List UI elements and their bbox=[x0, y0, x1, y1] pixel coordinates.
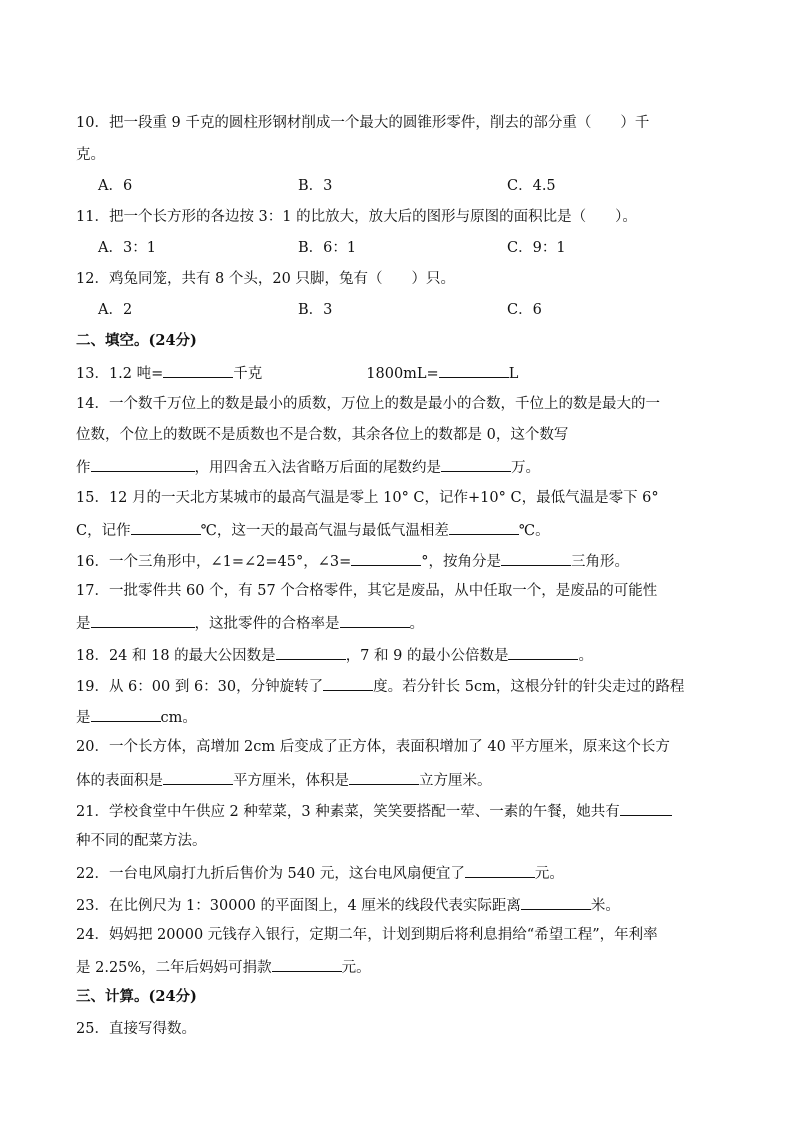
q13-answer-blank-2[interactable] bbox=[439, 363, 509, 378]
q18-text-3: 。 bbox=[578, 648, 593, 664]
q20-answer-blank-1[interactable] bbox=[163, 770, 233, 785]
q11-stem: 11．把一个长方形的各边按 3：1 的比放大，放大后的图形与原图的面积比是（ ）。 bbox=[76, 209, 637, 225]
q16-text-2: °，按角分是 bbox=[421, 554, 501, 570]
q10-stem-line1: 10．把一段重 9 千克的圆柱形钢材削成一个最大的圆锥形零件，削去的部分重（ ）千 bbox=[76, 115, 650, 131]
q14-answer-blank-2[interactable] bbox=[441, 457, 511, 472]
q21-line2: 种不同的配菜方法。 bbox=[76, 833, 207, 849]
q11-option-b[interactable]: B．6：1 bbox=[298, 240, 357, 256]
q15-text-1: C，记作 bbox=[76, 523, 131, 539]
q17-text-1: 是 bbox=[76, 616, 91, 632]
q16-line bbox=[76, 551, 629, 571]
q16-text-3: 三角形。 bbox=[570, 554, 629, 570]
q19-text-1: 19．从 6：00 到 6：30，分钟旋转了 bbox=[76, 679, 324, 695]
q20-line1: 20．一个长方体，高增加 2cm 后变成了正方体，表面积增加了 40 平方厘米，原来这个长方 bbox=[76, 739, 670, 755]
q10-stem-line2: 克。 bbox=[76, 147, 105, 163]
q17-answer-blank-1[interactable] bbox=[91, 613, 195, 628]
q15-answer-blank-1[interactable] bbox=[131, 520, 201, 535]
q19-text-2: 度。若分针长 5cm，这根分针的针尖走过的路程 bbox=[373, 679, 685, 695]
q17-text-3: 。 bbox=[409, 616, 424, 632]
q16-text-1: 16．一个三角形中，∠1=∠2=45°，∠3= bbox=[76, 554, 352, 570]
q17-line2 bbox=[76, 613, 424, 633]
q24-line1: 24．妈妈把 20000 元钱存入银行，定期二年，计划到期后将利息捐给“希望工程”，年利率 bbox=[76, 927, 658, 943]
q18-line bbox=[76, 645, 593, 665]
q21-text-1: 21．学校食堂中午供应 2 种荤菜，3 种素菜，笑笑要搭配一荤、一素的午餐，她共有 bbox=[76, 804, 620, 820]
q18-text-2: ，7 和 9 的最小公倍数是 bbox=[345, 648, 509, 664]
q14-text-3: 万。 bbox=[511, 460, 540, 476]
q19-line1 bbox=[76, 676, 684, 696]
q24-line2 bbox=[76, 957, 371, 977]
q18-answer-blank-1[interactable] bbox=[276, 645, 346, 660]
q23-text-1: 23．在比例尺为 1：30000 的平面图上，4 厘米的线段代表实际距离 bbox=[76, 898, 521, 914]
q24-text-2: 元。 bbox=[341, 960, 371, 976]
q25-stem: 25．直接写得数。 bbox=[76, 1021, 196, 1037]
q12-option-c[interactable]: C．6 bbox=[507, 302, 542, 318]
q10-option-c[interactable]: C．4.5 bbox=[507, 178, 556, 194]
q23-line bbox=[76, 895, 620, 915]
q20-text-3: 立方厘米。 bbox=[419, 773, 492, 789]
q19-text-4: cm。 bbox=[160, 710, 197, 726]
section-2-heading: 二、填空。(24分) bbox=[76, 332, 197, 349]
q23-answer-blank[interactable] bbox=[521, 895, 591, 910]
q18-answer-blank-2[interactable] bbox=[508, 645, 578, 660]
q14-text-1: 作 bbox=[76, 460, 91, 476]
section-3-heading: 三、计算。(24分) bbox=[76, 988, 197, 1005]
q23-text-2: 米。 bbox=[590, 898, 620, 914]
q14-text-2: ，用四舍五入法省略万后面的尾数约是 bbox=[194, 460, 441, 476]
q21-line1 bbox=[76, 801, 672, 821]
q13-line bbox=[76, 363, 518, 383]
q17-text-2: ，这批零件的合格率是 bbox=[194, 616, 340, 632]
q18-text-1: 18．24 和 18 的最大公因数是 bbox=[76, 648, 276, 664]
q19-text-3: 是 bbox=[76, 710, 91, 726]
q22-text-1: 22．一台电风扇打九折后售价为 540 元，这台电风扇便宜了 bbox=[76, 866, 465, 882]
q20-answer-blank-2[interactable] bbox=[349, 770, 419, 785]
q11-option-c[interactable]: C．9：1 bbox=[507, 240, 566, 256]
q13-text-2: 千克 bbox=[233, 366, 263, 382]
q12-option-b[interactable]: B．3 bbox=[298, 302, 333, 318]
q16-answer-blank-1[interactable] bbox=[351, 551, 421, 566]
q10-option-b[interactable]: B．3 bbox=[298, 178, 333, 194]
q12-option-a[interactable]: A．2 bbox=[98, 302, 133, 318]
q20-text-1: 体的表面积是 bbox=[76, 773, 163, 789]
q14-line2: 位数，个位上的数既不是质数也不是合数，其余各位上的数都是 0，这个数写 bbox=[76, 427, 569, 443]
q12-stem: 12．鸡兔同笼，共有 8 个头，20 只脚，兔有（ ）只。 bbox=[76, 271, 455, 287]
q19-answer-blank-1[interactable] bbox=[323, 676, 373, 691]
q22-text-2: 元。 bbox=[534, 866, 564, 882]
q17-answer-blank-2[interactable] bbox=[340, 613, 410, 628]
q16-answer-blank-2[interactable] bbox=[501, 551, 571, 566]
q24-answer-blank[interactable] bbox=[272, 957, 342, 972]
q13-text-4: L bbox=[508, 366, 519, 382]
q15-answer-blank-2[interactable] bbox=[449, 520, 519, 535]
q19-answer-blank-2[interactable] bbox=[91, 707, 161, 722]
q11-option-a[interactable]: A．3：1 bbox=[98, 240, 156, 256]
q22-answer-blank[interactable] bbox=[465, 863, 535, 878]
q14-line1: 14．一个数千万位上的数是最小的质数，万位上的数是最小的合数，千位上的数是最大的一 bbox=[76, 396, 660, 412]
q19-line2 bbox=[76, 707, 197, 727]
q17-line1: 17．一批零件共 60 个，有 57 个合格零件，其它是废品，从中任取一个，是废品的可能性 bbox=[76, 583, 658, 599]
q14-answer-blank-1[interactable] bbox=[91, 457, 195, 472]
q20-line2 bbox=[76, 770, 492, 790]
q13-text-1: 13．1.2 吨= bbox=[76, 366, 164, 382]
q15-text-3: ℃。 bbox=[518, 523, 550, 539]
q13-text-3: 1800mL= bbox=[366, 366, 439, 382]
q15-text-2: ℃，这一天的最高气温与最低气温相差 bbox=[200, 523, 449, 539]
q14-line3 bbox=[76, 457, 540, 477]
q22-line bbox=[76, 863, 564, 883]
q15-line2 bbox=[76, 520, 550, 540]
q10-option-a[interactable]: A．6 bbox=[98, 178, 133, 194]
q20-text-2: 平方厘米，体积是 bbox=[233, 773, 349, 789]
q13-answer-blank-1[interactable] bbox=[163, 363, 233, 378]
q15-line1: 15．12 月的一天北方某城市的最高气温是零上 10° C，记作+10° C，最低气温是零下 6° bbox=[76, 490, 659, 506]
q21-answer-blank[interactable] bbox=[620, 801, 672, 816]
q24-text-1: 是 2.25%，二年后妈妈可捐款 bbox=[76, 960, 272, 976]
